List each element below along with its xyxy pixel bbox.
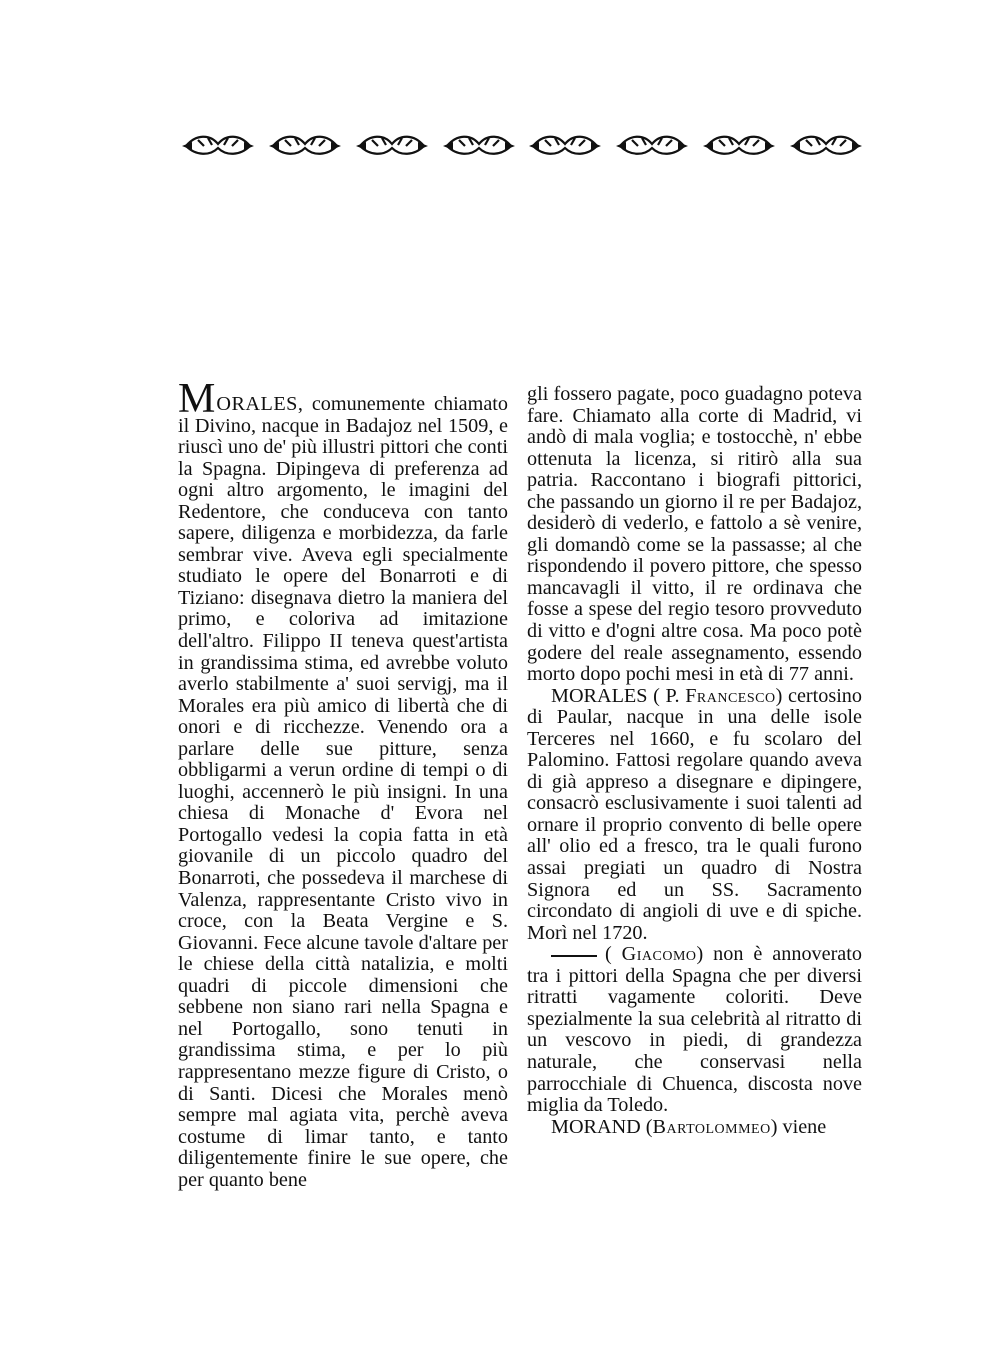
entry-morales-francesco [527, 686, 862, 945]
entry-morales [178, 376, 508, 1191]
laurel-ornament-icon [443, 130, 515, 160]
entry-headword: MORALES [551, 684, 648, 707]
laurel-ornament-icon [529, 130, 601, 160]
ditto-dash [551, 955, 597, 957]
right-column [527, 384, 862, 1138]
entry-given-name: Bartolommeo [652, 1115, 771, 1138]
header-ornament [182, 128, 862, 162]
paren-close: ) [775, 684, 783, 707]
entry-morand [527, 1117, 862, 1139]
entry-body: viene [777, 1115, 827, 1138]
entry-headword: MORAND [551, 1115, 641, 1138]
laurel-ornament-icon [703, 130, 775, 160]
entry-headword: ORALES [216, 393, 298, 415]
laurel-ornament-icon [269, 130, 341, 160]
entry-body: , comunemente chiamato il Divino, nacque in Badajoz nel 1509, e riuscì uno de' più illustri pittori che conti la Spagna. Dipingeva di preferenza ad ogni altro argomento, le imagini del Redentore, che conduceva con tanto sapere, diligenza e morbidezza, da farle sembrar vive. Aveva egli specialmente studiato le opere del Bonarroti e di Tiziano: disegnava dietro la maniera del primo, e coloriva ad imitazione dell'altro. Filippo II teneva quest'artista in grandissima stima, ed avrebbe voluto averlo stabilmente a' suoi servigj, ma il Morales era più amico di libertà che di onori e di ricchezze. Venendo ora a parlare delle sue pitture, senza obbligarmi a verun ordine di tempi o di luoghi, accennerò le più insigni. In una chiesa di Monache d' Evora nel Portogallo vedesi la copia fatta in età giovanile di un piccolo quadro del Bonarroti, che possedeva il marchese di Valenza, rappresentante Cristo vivo in croce, con la Beata Vergine e S. Giovanni. Fece alcune tavole d'altare per le chiese della città natalizia, e molti quadri di piccole dimensioni che sebbene non siano rari nella Spagna e nel Portogallo, sono tenuti in grandissima stima, e per lo più rappresentano mezze figure di Cristo, o di Santi. Dicesi che Morales menò sempre mal agiata vita, perchè aveva costume di limar tanto, e tanto diligentemente finire le sue opere, che per quanto bene [178, 393, 508, 1191]
paren-open: ( [605, 943, 622, 966]
laurel-ornament-icon [182, 130, 254, 160]
laurel-ornament-icon [790, 130, 862, 160]
drop-cap: M [178, 376, 216, 422]
entry-given-name: Giacomo [621, 943, 697, 966]
laurel-ornament-icon [356, 130, 428, 160]
entry-body: non è annoverato tra i pittori della Spagna che per diversi ritratti vagamente coloriti. Deve spezialmente la sua celebrità al ritratto di un vescovo in piedi, di grandezza naturale, che conservasi nella parrocchiale di Chuenca, discosta nove miglia da Toledo. [527, 943, 862, 1117]
paren-open: ( [640, 1115, 653, 1138]
entry-continuation: gli fossero pagate, poco guadagno poteva fare. Chiamato alla corte di Madrid, vi andò di mala voglia; e tostocchè, n' ebbe ottenuta la licenza, si ritirò alla sua patria. Raccontano i biografi pittorici, che passando un giorno il re per Badajoz, desiderò di vederlo, e fattolo a sè venire, gli domandò come se la passasse; al che rispondendo il povero pittore, che spesso mancavagli il vitto, il re ordinava che fosse a spese del regio tesoro provveduto di vitto e d'ogni altre cosa. Ma poco potè godere del reale assegnamento, essendo morto dopo pochi mesi in età di 77 anni. [527, 383, 862, 686]
entry-body: certosino di Paular, nacque in una delle isole Terceres nel 1660, e fu scolaro del Palomino. Fattosi regolare quando aveva di già appreso a disegnare e dipingere, consacrò esclusivamente i suoi talenti ad ornare il proprio convento di belle opere all' olio ed a fresco, tra le quali furono assai pregiati un quadro di Nostra Signora ed un SS. Sacramento circondato di angioli di uve e di spiche. Morì nel 1720. [527, 684, 862, 944]
paren-close: ) [696, 943, 704, 966]
laurel-ornament-icon [616, 130, 688, 160]
paren-open: ( P. [647, 684, 686, 707]
entry-giacomo [527, 944, 862, 1116]
paren-close: ) [770, 1115, 778, 1138]
left-column [178, 376, 508, 1191]
entry-given-name: Francesco [685, 684, 776, 707]
